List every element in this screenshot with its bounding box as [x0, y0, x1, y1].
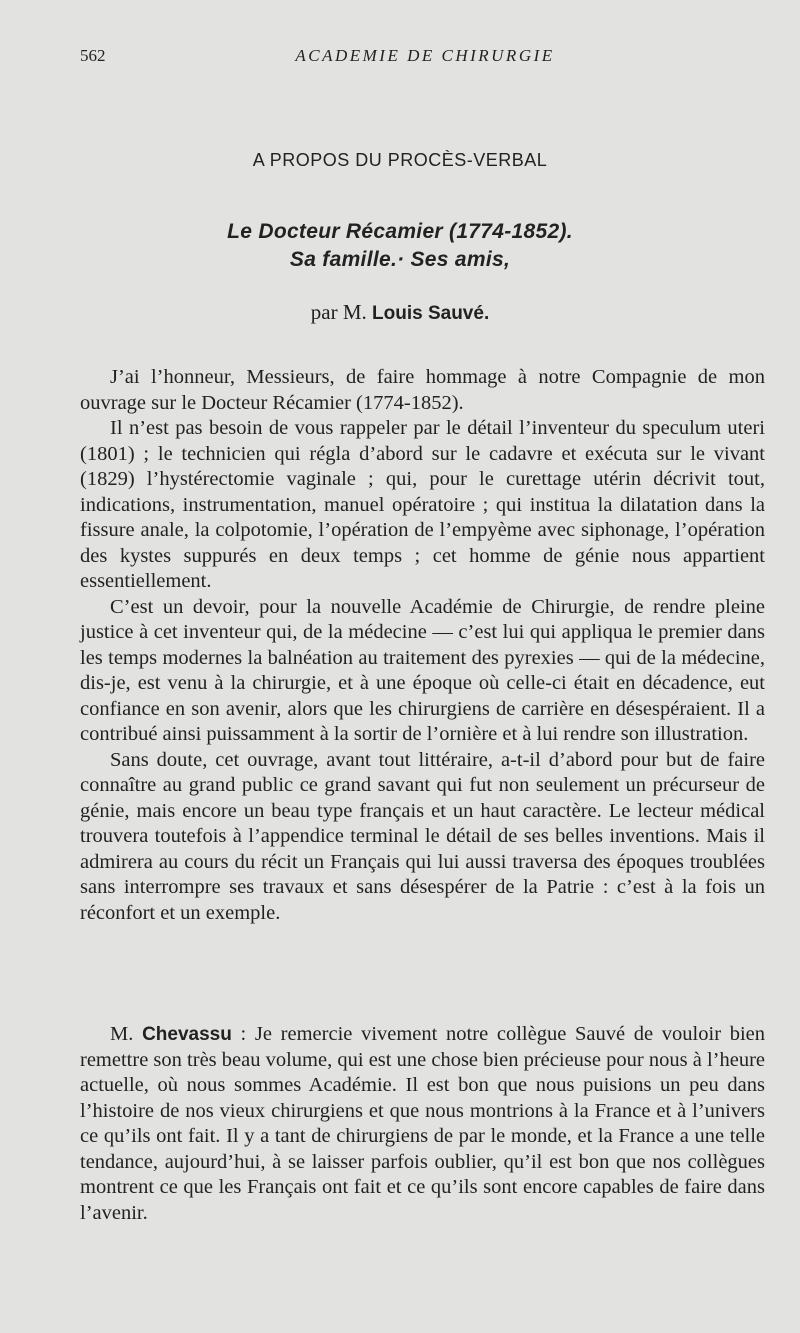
discussion: [80, 1022, 765, 1226]
page-header: [80, 46, 770, 72]
author-name: Louis Sauvé.: [372, 303, 490, 324]
paragraph: Sans doute, cet ouvrage, avant tout littéraire, a-t-il d’abord pour but de faire connaître au grand public ce grand savant qui fut non seulement un précurseur de génie, mais encore un beau type français et un haut caractère. Le lecteur médical trouvera toutefois à l’appendice terminal le détail de ses belles inventions. Mais il admirera au cours du récit un Français qui lui aussi traversa des époques troublées sans interrompre ses travaux et sans désespérer de la Patrie : c’est à la fois un réconfort et un exemple.: [80, 748, 765, 924]
speaker-prefix: M.: [110, 1023, 134, 1045]
article-body: [80, 365, 765, 926]
speaker-name: Chevassu: [142, 1024, 232, 1045]
page-number: 562: [80, 46, 106, 65]
byline: [0, 300, 800, 325]
article-title-line-1: Le Docteur Récamier (1774-1852).: [227, 220, 573, 243]
paragraph: C’est un devoir, pour la nouvelle Académie de Chirurgie, de rendre pleine justice à cet inventeur qui, de la médecine — c’est lui qui appliqua le premier dans les temps modernes la balnéation au traitement des pyrexies — qui de la médecine, dis-je, est venu à la chirurgie, et à une époque où celle-ci était en décadence, eut confiance en son avenir, alors que les chirurgiens de carrière en désespéraient. Il a contribué ainsi puissamment à la sortir de l’ornière et à lui rendre son illustration.: [80, 595, 765, 745]
byline-prefix: par M.: [310, 300, 367, 324]
discussion-text: : Je remercie vivement notre collègue Sauvé de vouloir bien remettre son très beau volume, qui est une chose bien précieuse pour nous à l’heure actuelle, où nous sommes Académie. Il est bon que nous puisions un peu dans l’histoire de nos vieux chirurgiens et que nous montrions à la France et à l’univers ce qu’ils ont fait. Il y a tant de chirurgiens de par le monde, et la France a une telle tendance, aujourd’hui, à se laisser parfois oublier, qu’il est bon que nos collègues montrent ce que les Français ont fait et ce qu’ils sont encore capables de faire dans l’avenir.: [80, 1023, 766, 1224]
running-head: ACADEMIE DE CHIRURGIE: [295, 46, 555, 65]
article-title-line-2: Sa famille.· Ses amis,: [289, 248, 511, 271]
paragraph: J’ai l’honneur, Messieurs, de faire hommage à notre Compagnie de mon ouvrage sur le Docteur Récamier (1774-1852).: [80, 366, 765, 414]
discussion-paragraph: [80, 1022, 765, 1226]
section-title: A PROPOS DU PROCÈS-VERBAL: [252, 150, 548, 170]
paragraph: Il n’est pas besoin de vous rappeler par le détail l’inventeur du speculum uteri (1801) ; le technicien qui régla d’abord sur le cadavre et exécuta sur le vivant (1829) l’hystérectomie vaginale ; qui, pour le curettage utérin décrivit tout, indications, instrumentation, manuel opératoire ; qui institua la dilatation dans la fissure anale, la colpotomie, l’opération de l’empyème avec siphonage, l’opération des kystes suppurés en deux temps ; cet homme de génie nous appartient essentiellement.: [80, 417, 765, 592]
